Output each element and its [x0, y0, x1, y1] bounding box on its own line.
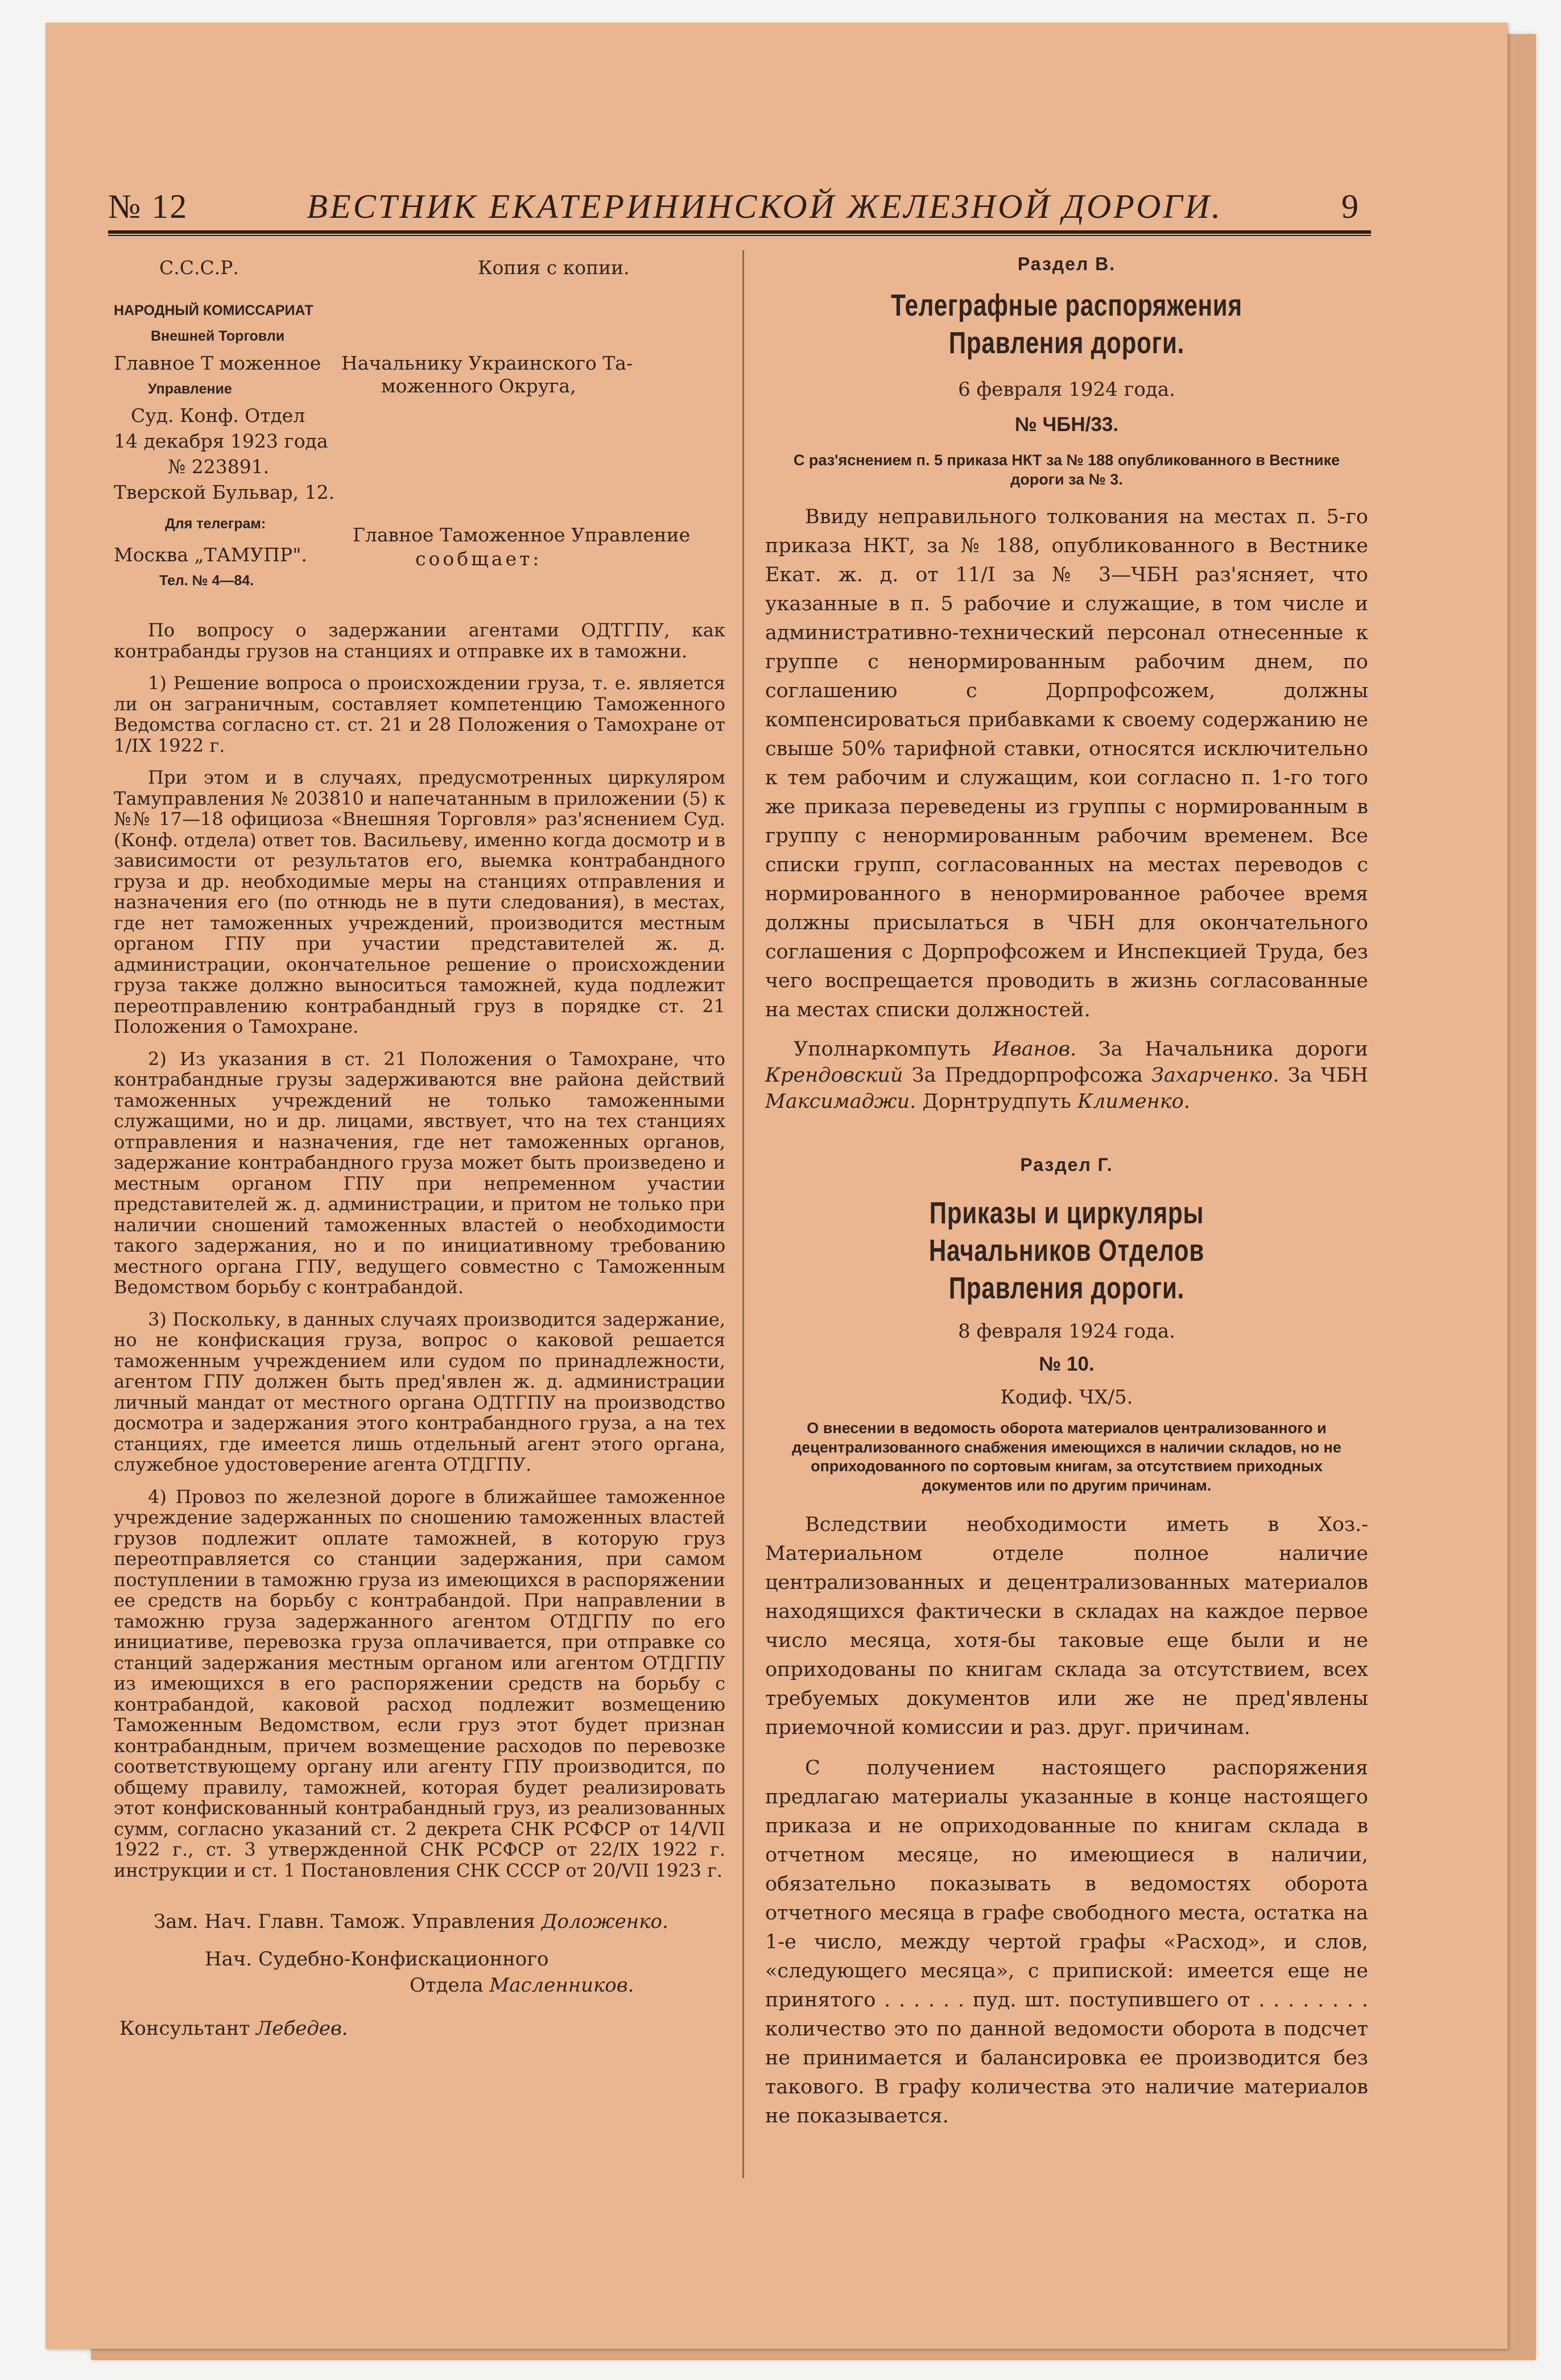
signature-2-title: Отдела: [410, 1973, 484, 1997]
letter-date: 14 декабря 1923 года: [114, 430, 328, 452]
paragraph-4: 3) Поскольку, в данных случаях производится задержание, но не конфискация груза, вопрос о каковой решается таможенным учреждением или судом по принадлежности, агентом ГПУ должен быть пред'явлен ж. д. администрации личный мандат от местного органа ОДТГПУ на производство досмотра и задержания этого контрабандного груза, а на тех станциях, где имеется лишь отдельный агент этого органа, служебное удостоверение агента ОТДГПУ.: [114, 1308, 725, 1475]
paragraph-intro: По вопросу о задержании агентами ОДТГПУ, как контрабанды грузов на станциях и отправке их в таможни.: [114, 619, 725, 662]
section-v-signatures: [765, 1036, 1368, 1115]
addressee-2: моженного Округа,: [381, 375, 576, 397]
header-rule: [108, 230, 1371, 236]
issue-number: № 12: [108, 188, 188, 225]
copy-label: Копия с копии.: [478, 256, 630, 279]
signature-1-name: Доложенко.: [541, 1910, 668, 1933]
section-g-paragraph-2: С получением настоящего распоряжения предлагаю материалы указанные в конце настоящего приказа и не оприходованные по книгам склада в отчетном месяце, но имеющиеся в наличии, обязательно показывать в ведомостях оборота отчетного месяца в графе свободного места, остатка на 1-е число, между чертой графы «Расход», и слов, «следующего месяца», с припиской: имеется еще не принятого . . . . . . пуд. шт. поступившего от . . . . . . . . количество это по данной ведомости оборота в подсчет не принимается и балансировка ее производится без такового. В графу количества это наличие материалов не показывается.: [765, 1756, 1368, 2127]
phone-label: Тел. № 4—84.: [159, 573, 254, 589]
paragraph-3: 2) Из указания в ст. 21 Положения о Тамохране, что контрабандные грузы задерживаются вне района действий таможенных учреждений не только таможенными служащими, но и др. лицами, явствует, что на тех станциях отправления и назначения, где нет таможенных органов, задержание контрабандного груза может быть произведено и местным органом ГПУ при непременном участии представителей ж. д. администрации, и притом не только при наличии сношений таможенных властей о необходимости такого задержания, но и по инициативному требованию местного органа ГПУ, ведущего совместно с Таможенным Ведомством борьбу с контрабандой.: [114, 1048, 725, 1298]
dept-label: Суд. Конф. Отдел: [131, 404, 305, 427]
addressee-1: Начальнику Украинского Та-: [341, 352, 633, 374]
sign-v-2-name: Крендовский: [765, 1064, 903, 1087]
section-g-note: О внесении в ведомость оборота материалов централизованного и децентрализованного снабжения имеющихся в наличии складов, но не оприходованного по сортовым книгам, за отсутствием приходных документов или по другим причинам.: [792, 1419, 1341, 1495]
signature-1: [114, 1909, 725, 1935]
paragraph-5: 4) Провоз по железной дороге в ближайшее таможенное учреждение задержанных по сношению таможенных властей грузов подлежит оплате таможней, в которую груз переотправляется со станции задержания, при самом поступлении в таможню груза из имеющихся в распоряжении ее средств на борьбу с контрабандой. При направлении в таможню груза задержанного агентом ОТДГПУ по его инициативе, перевозка груза оплачивается, при отправке со станций задержания местным органом или агентом ОТДГПУ из имеющихся в его распоряжении средств на борьбу с контрабандой, каковой расход подлежит возмещению Таможенным Ведомством, если груз этот будет признан контрабандным, причем возмещение расходов по перевозке соответствующему органу или агенту ГПУ производится, по общему правилу, таможней, которая будет реализировать этот конфискованный контрабандный груз, из реализованных сумм, согласно указаний ст. 2 декрета СНК РСФСР от 14/VII 1922 г., ст. 3 утвержденной СНК РСФСР от 22/IX 1922 г. инструкции и ст. 1 Постановления СНК СССР от 20/VII 1923 г.: [114, 1485, 725, 1881]
address-label: Тверской Бульвар, 12.: [114, 481, 335, 503]
signature-2: [114, 1973, 725, 1999]
sign-v-1-name: Иванов.: [992, 1038, 1077, 1061]
signature-2-line1: Нач. Судебно-Конфискационного: [205, 1947, 549, 1971]
reports-label-2: сообщает:: [415, 548, 542, 570]
letter-number: № 223891.: [168, 456, 270, 478]
ussr-label: С.С.С.Р.: [159, 256, 239, 279]
section-v-number: № ЧБН/33.: [1014, 413, 1119, 436]
signature-3-name: Лебедев.: [255, 2017, 348, 2040]
section-g-paragraph-1: Вследствии необходимости иметь в Хоз.-Материальном отделе полное наличие централизованных и децентрализованных материалов находящихся фактически в складах на каждое первое число месяца, хотя-бы таковые еще были и не оприходованы по книгам склада за отсутствием, всех требуемых документов или же не пред'явлены приемочной комиссии и раз. друг. причинам.: [765, 1513, 1368, 1739]
section-g-codif: Кодиф. ЧХ/5.: [1000, 1385, 1133, 1409]
section-v-paragraph: Ввиду неправильного толкования на местах п. 5-го приказа НКТ, за № 188, опубликованного в Вестнике Екат. ж. д. от 11/I за № 3—ЧБН раз'ясняет, что указанные в п. 5 рабочие и служащие, в том числе и административно-технический персонал отнесенные к группе с ненормированным рабочим днем, по соглашению с Дорпрофсожем, должны компенсироваться прибавками к своему содержанию не свыше 50% тарифной ставки, относятся исключительно к тем рабочим и служащим, кои согласно п. 1-го того же приказа переведены из группы с нормированным в группу с ненормированным рабочим временем. Все списки групп, согласованных на местах переводов с нормированного в ненормированное рабочее время должны присылаться в ЧБН для окончательного соглашения с Дорпрофсожем и Инспекцией Труда, без чего воспрещается проводить в жизнь согласованные на местах списки должностей.: [765, 506, 1368, 1022]
section-v-note: С раз'яснением п. 5 приказа НКТ за № 188 опубликованного в Вестнике дороги за № 3.: [793, 451, 1340, 488]
letterhead: [114, 250, 725, 620]
gtu-label-2: Управление: [148, 381, 232, 397]
left-column: [114, 250, 725, 2042]
section-g-title: Приказы и циркуляры Начальников Отделов Правления дороги.: [928, 1196, 1205, 1305]
signature-3: [114, 2016, 725, 2042]
sign-v-2-title: За Начальника дороги: [1076, 1038, 1368, 1061]
sign-v-5-name: Клименко.: [1077, 1090, 1190, 1114]
newspaper-title: ВЕСТНИК ЕКАТЕРИНИНСКОЙ ЖЕЛЕЗНОЙ ДОРОГИ.: [307, 188, 1223, 225]
sign-v-3-name: Захарченко.: [1151, 1064, 1279, 1087]
page-header: [108, 175, 1360, 226]
column-divider: [742, 250, 744, 2178]
signature-2-name: Масленников.: [489, 1973, 634, 1997]
section-g-number: № 10.: [1039, 1352, 1095, 1375]
signature-3-title: Консультант: [119, 2017, 250, 2040]
section-g-date: 8 февраля 1924 года.: [958, 1319, 1175, 1343]
commissariat-label: НАРОДНЫЙ КОМИССАРИАТ: [114, 303, 313, 318]
paragraph-1: 1) Решение вопроса о происхождении груза, т. е. является ли он заграничным, составляет компетенцию Таможенного Ведомства согласно ст. ст. 21 и 28 Положения о Тамохране от 1/IX 1922 г.: [114, 672, 725, 756]
sign-v-1-title: Уполнаркомпуть: [794, 1038, 993, 1061]
newspaper-page: [46, 23, 1508, 2349]
telegram-address: Москва „ТАМУПР".: [114, 544, 307, 566]
section-v-title: Телеграфные распоряжения Правления дороги.: [891, 288, 1242, 360]
section-g-heading: Раздел Г.: [1020, 1154, 1113, 1175]
paragraph-2: При этом и в случаях, предусмотренных циркуляром Тамуправления № 203810 и напечатанным в приложении (5) к №№ 17—18 официоза «Внешняя Торговля» раз'яснением Суд. (Конф. отдела) ответ тов. Васильеву, именно когда досмотр и в зависимости от результатов его, выемка контрабандного груза и др. необходимые меры на станциях отправления и назначения его (по отнюдь не в пути следования), в местах, где нет таможенных учреждений, производится местным органом ГПУ при участии представителей ж. д. администрации, окончательное решение о происхождении груза также должно выноситься таможней, куда подлежит переотправлению контрабандный груз в порядке ст. 21 Положения о Тамохране.: [114, 767, 725, 1037]
gtu-label-1: Главное Т моженное: [114, 352, 321, 374]
trade-label: Внешней Торговли: [151, 328, 285, 344]
telegram-label: Для телеграм:: [165, 516, 266, 532]
sign-v-4-title: За ЧБН: [1279, 1064, 1368, 1087]
section-v-date: 6 февраля 1924 года.: [958, 378, 1175, 401]
reports-label-1: Главное Таможенное Управление: [353, 524, 691, 546]
page-number: 9: [1341, 188, 1360, 225]
sign-v-3-title: За Преддорпрофсожа: [903, 1064, 1152, 1087]
sign-v-5-title: Дорнтрудпуть: [916, 1090, 1078, 1114]
sign-v-4-name: Максимаджи.: [765, 1090, 916, 1114]
section-v-heading: Раздел В.: [1017, 254, 1116, 274]
right-column: [765, 250, 1368, 2142]
signature-1-title: Зам. Нач. Главн. Тамож. Управления: [154, 1910, 535, 1933]
